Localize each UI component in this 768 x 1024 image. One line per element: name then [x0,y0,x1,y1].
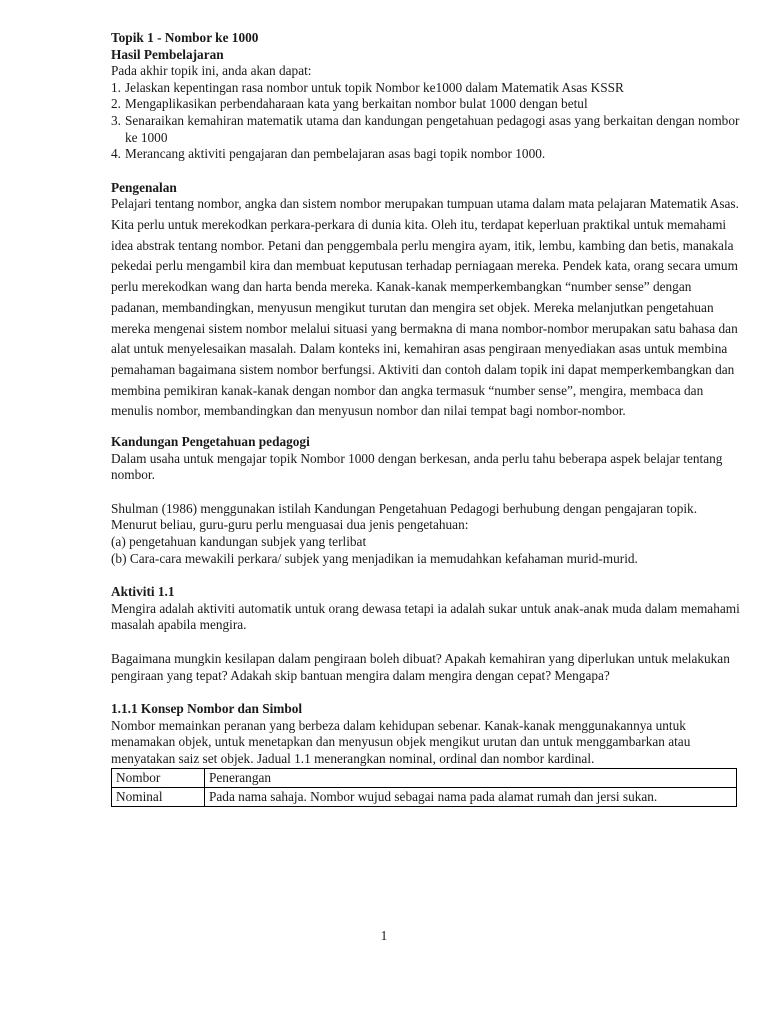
concept-paragraph: Nombor memainkan peranan yang berbeza dalam kehidupan sebenar. Kanak-kanak menggunakannya untuk menamakan objek, untuk menetapkan dan menyusun objek mengikut urutan dan untuk menggambarkan atau menyatakan saiz set objek. Jadual 1.1 menerangkan nominal, ordinal dan nombor kardinal. [111,717,691,766]
activity-paragraph-1: Mengira adalah aktiviti automatik untuk orang dewasa tetapi ia adalah sukar untuk anak-anak muda dalam memahami masalah apabila mengira. [111,600,740,633]
document-page [111,30,741,807]
table-cell: Nominal [112,787,205,806]
concept-heading: 1.1.1 Konsep Nombor dan Simbol [111,701,303,717]
topic-title: Topik 1 - Nombor ke 1000 [111,30,259,45]
activity-heading: Aktiviti 1.1 [111,584,175,600]
outcomes-heading: Hasil Pembelajaran [111,46,224,62]
outcome-item: 3. Senaraikan kemahiran matematik utama dan kandungan pengetahuan pedagogi asas yang berkaitan dengan nombor ke 1000 [111,112,740,145]
table-header-cell: Nombor [112,768,205,787]
intro-paragraph: Pelajari tentang nombor, angka dan sistem nombor merupakan tumpuan utama dalam mata pelajaran Matematik Asas. Kita perlu untuk merekodkan perkara-perkara di dunia kita. Oleh itu, terdapat keperluan praktikal untuk memahami idea abstrak tentang nombor. Petani dan penggembala perlu mengira ayam, itik, lembu, kambing dan betis, manakala pekedai perlu mengambil kira dan membuat keputusan terhadap perniagaan mereka. Pendek kata, orang secara umum perlu merekodkan wang dan harta benda mereka. Kanak-kanak memperkembangkan “number sense” dengan padanan, membandingkan, menyusun mengikut turutan dan mengira set objek. Mereka melanjutkan pengetahuan mereka mengenai sistem nombor melalui situasi yang bermakna di mana nombor-nombor merupakan satu bahasa dan alat untuk menyelesaikan masalah. Dalam konteks ini, kemahiran asas pengiraan menyediakan asas untuk membina pemahaman bagaimana sistem nombor berfungsi. Aktiviti dan contoh dalam topik ini dapat memperkembangkan dan membina pemikiran kanak-kanak dengan nombor dan angka termasuk “number sense”, mengira, membaca dan menulis nombor, membandingkan dan menyusun nombor dan nilai tempat bagi nombor-nombor. [111,196,739,419]
pck-item-b: (b) Cara-cara mewakili perkara/ subjek yang menjadikan ia memudahkan kefahaman murid-murid. [111,550,638,566]
table-row [112,787,737,806]
page-number: 1 [380,928,388,943]
number-types-table [111,768,737,807]
outcome-item: 2. Mengaplikasikan perbendaharaan kata yang berkaitan nombor bulat 1000 dengan betul [111,96,588,112]
table-header-cell: Penerangan [205,768,737,787]
outcomes-lead: Pada akhir topik ini, anda akan dapat: [111,63,312,79]
outcome-item: 4. Merancang aktiviti pengajaran dan pembelajaran asas bagi topik nombor 1000. [111,146,546,162]
table-cell: Pada nama sahaja. Nombor wujud sebagai nama pada alamat rumah dan jersi sukan. [205,787,737,806]
outcomes-list [111,80,741,163]
pck-heading: Kandungan Pengetahuan pedagogi [111,434,310,450]
pck-paragraph-1: Dalam usaha untuk mengajar topik Nombor 1000 dengan berkesan, anda perlu tahu beberapa aspek belajar tentang nombor. [111,450,723,483]
outcome-item: 1. Jelaskan kepentingan rasa nombor untuk topik Nombor ke1000 dalam Matematik Asas KSSR [111,79,624,95]
activity-paragraph-2: Bagaimana mungkin kesilapan dalam pengiraan boleh dibuat? Apakah kemahiran yang diperlukan untuk melakukan pengiraan yang tepat? Adakah skip bantuan mengira dalam mengira dengan cepat? Mengapa? [111,651,730,683]
intro-heading: Pengenalan [111,179,177,195]
pck-paragraph-2: Shulman (1986) menggunakan istilah Kandungan Pengetahuan Pedagogi berhubung dengan pengajaran topik. Menurut beliau, guru-guru perlu menguasai dua jenis pengetahuan: [111,500,698,533]
table-header-row [112,768,737,787]
pck-item-a: (a) pengetahuan kandungan subjek yang terlibat [111,534,367,550]
